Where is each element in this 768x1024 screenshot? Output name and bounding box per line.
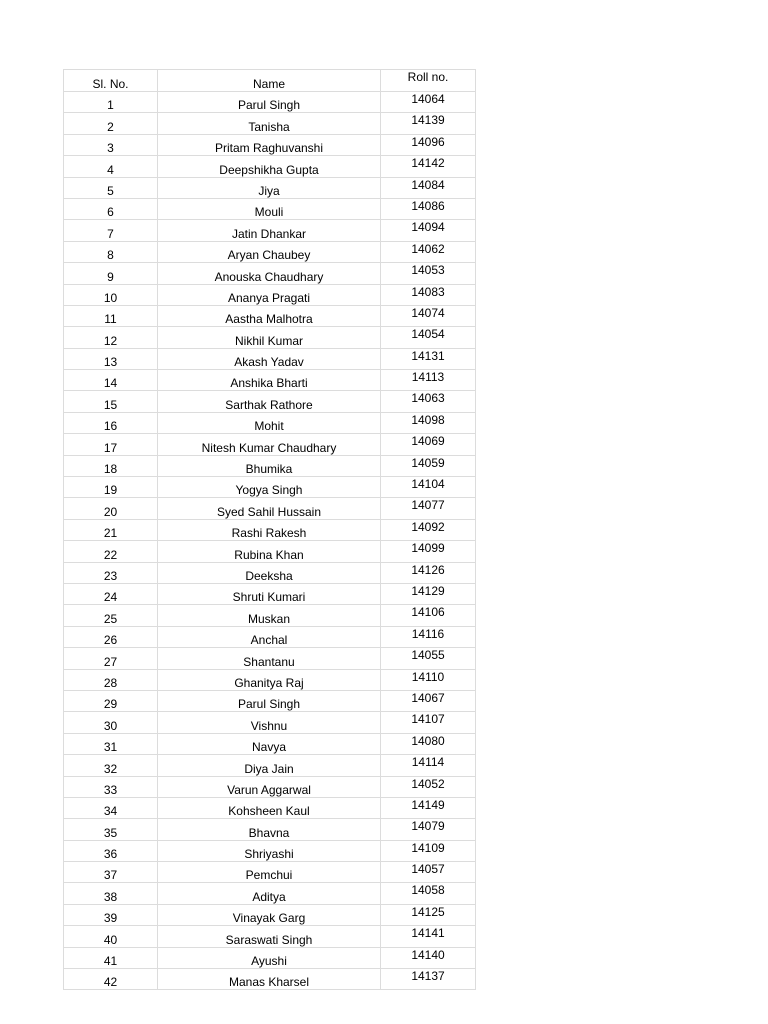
cell-roll-no: 14079 [381,819,476,840]
cell-roll-no: 14113 [381,370,476,391]
cell-name: Yogya Singh [158,477,381,498]
cell-roll-no: 14149 [381,797,476,818]
cell-name: Varun Aggarwal [158,776,381,797]
table-row [64,605,476,626]
table-row [64,541,476,562]
table-row [64,348,476,369]
cell-name: Pritam Raghuvanshi [158,134,381,155]
cell-roll-no: 14059 [381,455,476,476]
cell-roll-no: 14092 [381,519,476,540]
cell-name: Deepshikha Gupta [158,156,381,177]
table-row [64,519,476,540]
cell-sl-no: 3 [64,134,158,155]
cell-name: Jiya [158,177,381,198]
cell-roll-no: 14067 [381,690,476,711]
cell-name: Shruti Kumari [158,583,381,604]
table-row [64,947,476,968]
cell-sl-no: 18 [64,455,158,476]
cell-sl-no: 39 [64,904,158,925]
cell-sl-no: 7 [64,220,158,241]
table-body [64,92,476,990]
header-roll-no: Roll no. [381,70,476,92]
cell-name: Aryan Chaubey [158,241,381,262]
cell-name: Ananya Pragati [158,284,381,305]
table-row [64,904,476,925]
cell-name: Navya [158,733,381,754]
cell-name: Syed Sahil Hussain [158,498,381,519]
table-row [64,690,476,711]
table-row [64,669,476,690]
cell-roll-no: 14084 [381,177,476,198]
cell-name: Anchal [158,626,381,647]
cell-roll-no: 14077 [381,498,476,519]
cell-name: Parul Singh [158,92,381,113]
cell-name: Shantanu [158,648,381,669]
cell-sl-no: 28 [64,669,158,690]
cell-sl-no: 5 [64,177,158,198]
cell-sl-no: 13 [64,348,158,369]
table-row [64,477,476,498]
cell-sl-no: 25 [64,605,158,626]
table-row [64,327,476,348]
table-row [64,220,476,241]
cell-roll-no: 14137 [381,969,476,990]
cell-name: Bhumika [158,455,381,476]
table-row [64,434,476,455]
cell-roll-no: 14141 [381,926,476,947]
cell-sl-no: 30 [64,712,158,733]
cell-name: Mohit [158,412,381,433]
cell-sl-no: 37 [64,862,158,883]
table-row [64,733,476,754]
cell-sl-no: 17 [64,434,158,455]
cell-sl-no: 11 [64,305,158,326]
cell-sl-no: 36 [64,840,158,861]
cell-roll-no: 14069 [381,434,476,455]
cell-sl-no: 9 [64,263,158,284]
cell-sl-no: 10 [64,284,158,305]
cell-roll-no: 14096 [381,134,476,155]
cell-name: Parul Singh [158,690,381,711]
cell-roll-no: 14052 [381,776,476,797]
table-row [64,712,476,733]
table-row [64,797,476,818]
cell-roll-no: 14062 [381,241,476,262]
cell-name: Vishnu [158,712,381,733]
cell-sl-no: 2 [64,113,158,134]
cell-name: Rubina Khan [158,541,381,562]
cell-sl-no: 22 [64,541,158,562]
cell-name: Nikhil Kumar [158,327,381,348]
cell-sl-no: 21 [64,519,158,540]
cell-roll-no: 14140 [381,947,476,968]
table-row [64,626,476,647]
header-name: Name [158,70,381,92]
cell-sl-no: 27 [64,648,158,669]
cell-sl-no: 16 [64,412,158,433]
cell-sl-no: 15 [64,391,158,412]
cell-roll-no: 14116 [381,626,476,647]
cell-sl-no: 8 [64,241,158,262]
cell-name: Vinayak Garg [158,904,381,925]
table-row [64,156,476,177]
cell-name: Tanisha [158,113,381,134]
cell-name: Aastha Malhotra [158,305,381,326]
cell-roll-no: 14110 [381,669,476,690]
table-row [64,241,476,262]
cell-name: Aditya [158,883,381,904]
header-row [64,70,476,92]
cell-sl-no: 38 [64,883,158,904]
cell-sl-no: 40 [64,926,158,947]
table-row [64,883,476,904]
cell-roll-no: 14054 [381,327,476,348]
cell-name: Manas Kharsel [158,969,381,990]
table-row [64,198,476,219]
table-row [64,92,476,113]
cell-roll-no: 14098 [381,412,476,433]
cell-roll-no: 14126 [381,562,476,583]
cell-roll-no: 14055 [381,648,476,669]
cell-sl-no: 23 [64,562,158,583]
cell-name: Anouska Chaudhary [158,263,381,284]
cell-name: Deeksha [158,562,381,583]
table-row [64,562,476,583]
cell-name: Muskan [158,605,381,626]
table-row [64,305,476,326]
cell-sl-no: 4 [64,156,158,177]
cell-roll-no: 14053 [381,263,476,284]
cell-sl-no: 29 [64,690,158,711]
cell-roll-no: 14109 [381,840,476,861]
cell-sl-no: 42 [64,969,158,990]
cell-roll-no: 14129 [381,583,476,604]
cell-roll-no: 14131 [381,348,476,369]
cell-roll-no: 14106 [381,605,476,626]
cell-name: Mouli [158,198,381,219]
cell-roll-no: 14086 [381,198,476,219]
table-row [64,177,476,198]
cell-sl-no: 19 [64,477,158,498]
cell-name: Ghanitya Raj [158,669,381,690]
cell-name: Kohsheen Kaul [158,797,381,818]
cell-sl-no: 41 [64,947,158,968]
table-row [64,583,476,604]
header-sl-no: Sl. No. [64,70,158,92]
cell-roll-no: 14057 [381,862,476,883]
table-row [64,455,476,476]
cell-roll-no: 14074 [381,305,476,326]
cell-roll-no: 14094 [381,220,476,241]
cell-name: Jatin Dhankar [158,220,381,241]
cell-name: Anshika Bharti [158,370,381,391]
cell-roll-no: 14104 [381,477,476,498]
cell-roll-no: 14099 [381,541,476,562]
table-row [64,263,476,284]
cell-sl-no: 1 [64,92,158,113]
cell-sl-no: 14 [64,370,158,391]
cell-roll-no: 14142 [381,156,476,177]
table-row [64,412,476,433]
cell-name: Akash Yadav [158,348,381,369]
cell-sl-no: 35 [64,819,158,840]
cell-sl-no: 26 [64,626,158,647]
table-row [64,819,476,840]
cell-name: Saraswati Singh [158,926,381,947]
cell-roll-no: 14083 [381,284,476,305]
table-row [64,648,476,669]
table-row [64,391,476,412]
cell-sl-no: 34 [64,797,158,818]
table-row [64,134,476,155]
cell-sl-no: 12 [64,327,158,348]
cell-sl-no: 20 [64,498,158,519]
table-row [64,755,476,776]
table-row [64,969,476,990]
cell-roll-no: 14107 [381,712,476,733]
cell-sl-no: 31 [64,733,158,754]
cell-sl-no: 24 [64,583,158,604]
cell-roll-no: 14058 [381,883,476,904]
table-row [64,370,476,391]
cell-name: Ayushi [158,947,381,968]
cell-sl-no: 6 [64,198,158,219]
student-roll-table [63,69,476,990]
cell-roll-no: 14063 [381,391,476,412]
cell-sl-no: 32 [64,755,158,776]
table-row [64,840,476,861]
table-row [64,284,476,305]
cell-roll-no: 14080 [381,733,476,754]
cell-name: Rashi Rakesh [158,519,381,540]
cell-name: Pemchui [158,862,381,883]
cell-roll-no: 14114 [381,755,476,776]
cell-roll-no: 14139 [381,113,476,134]
table-row [64,776,476,797]
table-row [64,926,476,947]
cell-roll-no: 14064 [381,92,476,113]
table-header [64,70,476,92]
cell-name: Bhavna [158,819,381,840]
cell-name: Shriyashi [158,840,381,861]
table-row [64,862,476,883]
cell-name: Nitesh Kumar Chaudhary [158,434,381,455]
cell-roll-no: 14125 [381,904,476,925]
table-row [64,113,476,134]
cell-sl-no: 33 [64,776,158,797]
cell-name: Sarthak Rathore [158,391,381,412]
table-row [64,498,476,519]
cell-name: Diya Jain [158,755,381,776]
